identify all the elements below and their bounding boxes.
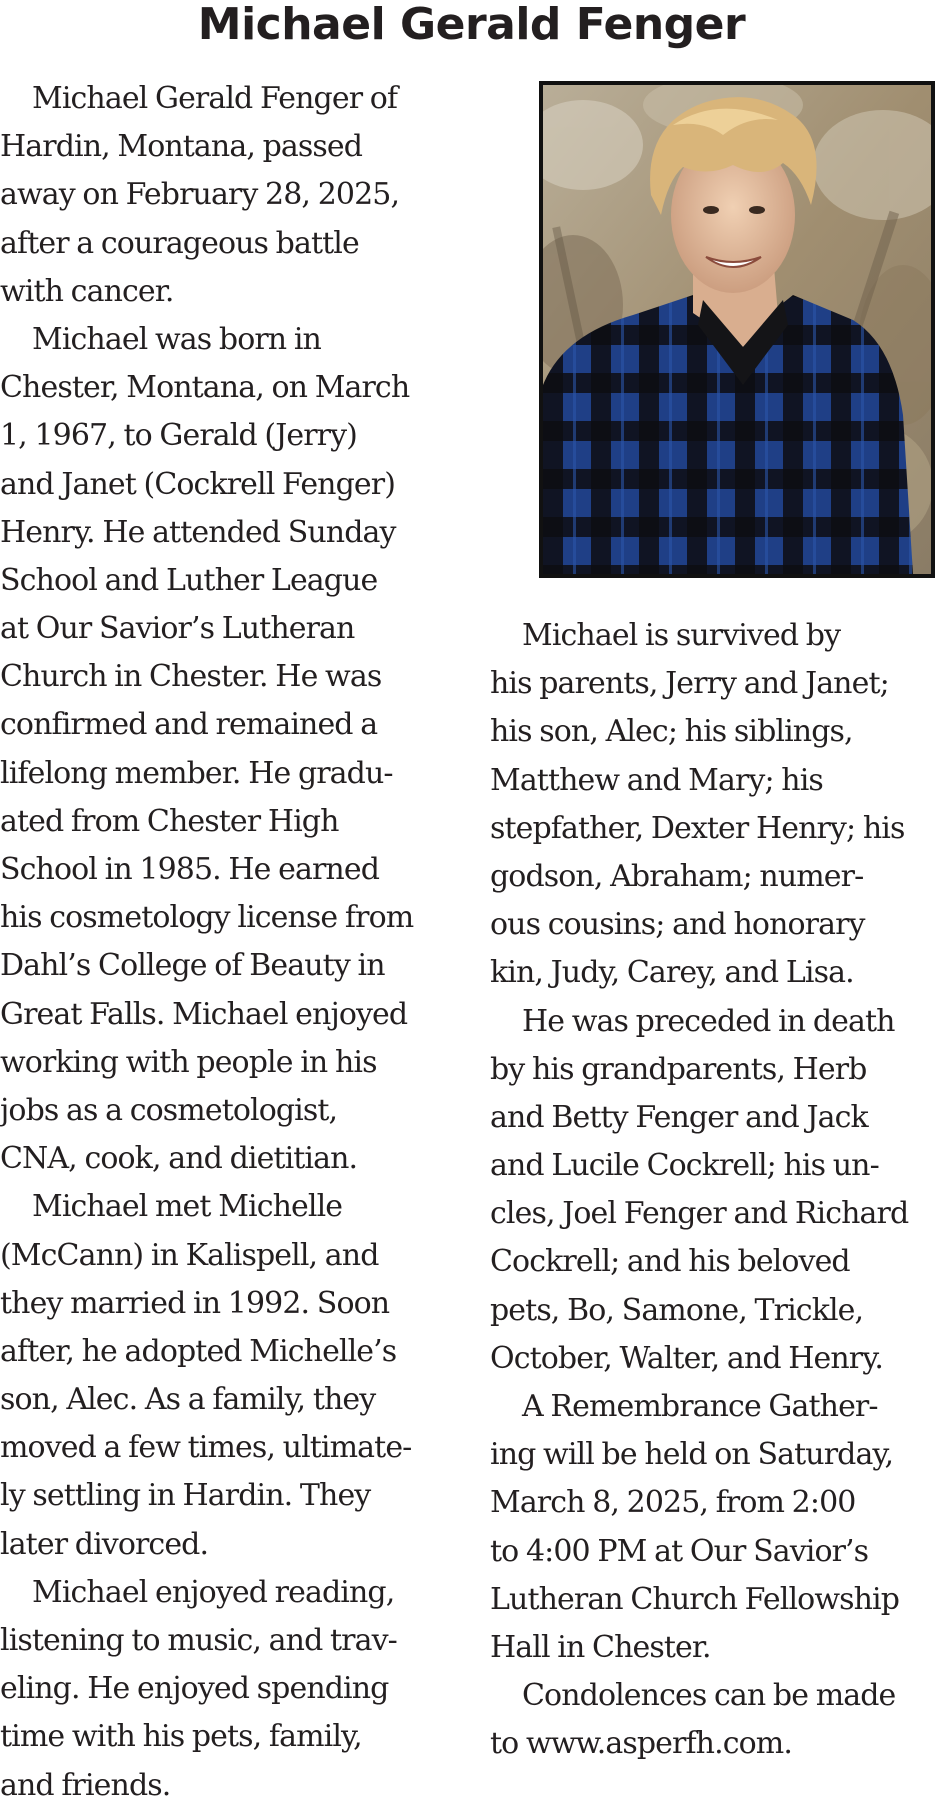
text-line: (McCann) in Kalispell, and bbox=[0, 1237, 379, 1273]
text-line: Michael Gerald Fenger of bbox=[32, 81, 398, 116]
text-line: October, Walter, and Henry. bbox=[490, 1340, 883, 1376]
text-line: jobs as a cosmetologist, bbox=[0, 1092, 338, 1128]
text-line: Hall in Chester. bbox=[490, 1629, 711, 1665]
text-line: to 4:00 PM at Our Savior’s bbox=[490, 1533, 869, 1569]
text-line: lifelong member. He gradu- bbox=[0, 755, 393, 791]
left-column-text bbox=[0, 75, 465, 1810]
text-line: his son, Alec; his siblings, bbox=[490, 714, 853, 750]
text-line: He was preceded in death bbox=[522, 1003, 895, 1039]
text-line: time with his pets, family, bbox=[0, 1719, 362, 1755]
text-line: at Our Savior’s Lutheran bbox=[0, 611, 355, 647]
text-line: CNA, cook, and dietitian. bbox=[0, 1141, 358, 1177]
text-line: ly settling in Hardin. They bbox=[0, 1478, 371, 1514]
text-line: his cosmetology license from bbox=[0, 900, 414, 936]
text-line: they married in 1992. Soon bbox=[0, 1285, 390, 1321]
text-line: ous cousins; and honorary bbox=[490, 907, 865, 943]
text-line: Hardin, Montana, passed bbox=[0, 129, 363, 165]
text-line: son, Alec. As a family, they bbox=[0, 1382, 376, 1418]
text-line: Lutheran Church Fellowship bbox=[490, 1581, 900, 1617]
text-line: listening to music, and trav- bbox=[0, 1623, 397, 1658]
text-line: and Lucile Cockrell; his un- bbox=[490, 1148, 879, 1184]
text-line: A Remembrance Gather- bbox=[522, 1389, 878, 1424]
right-column-text bbox=[490, 612, 940, 1769]
obituary-title: Michael Gerald Fenger bbox=[197, 0, 746, 50]
text-line: after, he adopted Michelle’s bbox=[0, 1333, 397, 1369]
text-line: Chester, Montana, on March bbox=[0, 370, 410, 406]
portrait-photo bbox=[539, 81, 935, 578]
text-line: away on February 28, 2025, bbox=[0, 177, 400, 213]
text-line: ing will be held on Saturday, bbox=[490, 1437, 894, 1473]
text-line: his parents, Jerry and Janet; bbox=[490, 666, 889, 702]
text-line: stepfather, Dexter Henry; his bbox=[490, 810, 905, 846]
text-line: and Janet (Cockrell Fenger) bbox=[0, 466, 395, 502]
text-line: eling. He enjoyed spending bbox=[0, 1671, 389, 1707]
text-line: and Betty Fenger and Jack bbox=[490, 1099, 868, 1135]
text-line: working with people in his bbox=[0, 1044, 377, 1080]
text-line: by his grandparents, Herb bbox=[490, 1051, 867, 1087]
text-line: moved a few times, ultimate- bbox=[0, 1430, 412, 1466]
text-line: March 8, 2025, from 2:00 bbox=[490, 1485, 856, 1521]
text-line: after a courageous battle bbox=[0, 225, 359, 261]
text-line: kin, Judy, Carey, and Lisa. bbox=[490, 955, 854, 991]
text-line: confirmed and remained a bbox=[0, 707, 378, 743]
portrait-photo-icon bbox=[543, 85, 931, 574]
text-line: Michael is survived by bbox=[522, 618, 841, 653]
text-line: School and Luther League bbox=[0, 562, 378, 598]
text-line: Henry. He attended Sunday bbox=[0, 514, 396, 550]
text-line: later divorced. bbox=[0, 1526, 209, 1562]
text-line: cles, Joel Fenger and Richard bbox=[490, 1196, 909, 1232]
text-line: Michael enjoyed reading, bbox=[32, 1574, 395, 1610]
text-line: to www.asperfh.com. bbox=[490, 1726, 792, 1762]
text-line: and friends. bbox=[0, 1767, 171, 1803]
text-line: Cockrell; and his beloved bbox=[490, 1244, 850, 1280]
text-line: Michael met Michelle bbox=[32, 1189, 343, 1225]
text-line: School in 1985. He earned bbox=[0, 852, 380, 887]
text-line: with cancer. bbox=[0, 273, 174, 309]
text-line: godson, Abraham; numer- bbox=[490, 858, 864, 894]
text-line: Condolences can be made bbox=[522, 1678, 896, 1714]
text-line: ated from Chester High bbox=[0, 803, 339, 839]
text-line: Church in Chester. He was bbox=[0, 659, 382, 695]
text-line: Michael was born in bbox=[32, 321, 321, 357]
text-line: Dahl’s College of Beauty in bbox=[0, 948, 385, 984]
text-line: Matthew and Mary; his bbox=[490, 762, 823, 798]
text-line: 1, 1967, to Gerald (Jerry) bbox=[0, 418, 357, 454]
text-line: pets, Bo, Samone, Trickle, bbox=[490, 1292, 864, 1328]
text-line: Great Falls. Michael enjoyed bbox=[0, 996, 408, 1032]
